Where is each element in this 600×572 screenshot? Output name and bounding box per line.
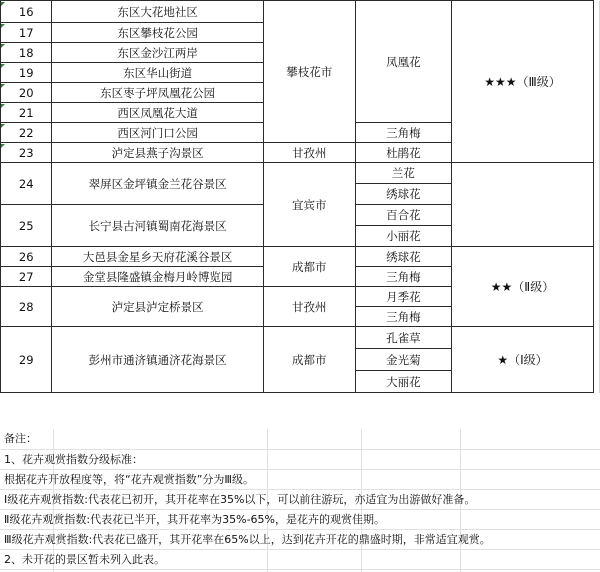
city-cell: 攀枝花市 bbox=[263, 1, 355, 143]
empty-column-cell bbox=[594, 247, 600, 267]
row-number: 28 bbox=[1, 287, 52, 327]
note-line: Ⅰ级花卉观赏指数:代表花已初开，其开花率在35%以下，可以前往游玩，亦适宜为出游做好准备。 bbox=[0, 490, 600, 510]
row-number: 25 bbox=[1, 205, 52, 247]
row-number: 29 bbox=[1, 327, 52, 393]
empty-column-cell bbox=[594, 1, 600, 23]
empty-column-cell bbox=[594, 349, 600, 371]
flower-cell: 孔雀草 bbox=[355, 327, 451, 349]
site-name: 西区河门口公园 bbox=[52, 123, 263, 143]
site-name: 金堂县隆盛镇金梅月岭博览园 bbox=[52, 267, 263, 287]
row-number: 21 bbox=[1, 103, 52, 123]
cell-comment-marker bbox=[1, 84, 5, 88]
note-line: 2、未开花的景区暂未列入此表。 bbox=[0, 550, 600, 570]
city-cell: 宜宾市 bbox=[263, 163, 355, 247]
level-3-cell: ★★★（Ⅲ级） bbox=[451, 1, 593, 163]
city-cell: 甘孜州 bbox=[263, 143, 355, 163]
site-name: 泸定县燕子沟景区 bbox=[52, 143, 263, 163]
empty-column-cell bbox=[594, 371, 600, 393]
empty-column-cell bbox=[594, 43, 600, 63]
flower-cell: 金光菊 bbox=[355, 349, 451, 371]
flower-cell: 三角梅 bbox=[355, 307, 451, 327]
empty-column-cell bbox=[594, 23, 600, 43]
flower-cell: 杜鹃花 bbox=[355, 143, 451, 163]
cell-comment-marker bbox=[1, 144, 5, 148]
city-cell: 甘孜州 bbox=[263, 287, 355, 327]
empty-column-cell bbox=[594, 287, 600, 307]
empty-column-cell bbox=[594, 226, 600, 247]
row-number: 27 bbox=[1, 267, 52, 287]
flower-cell: 百合花 bbox=[355, 205, 451, 226]
site-name: 东区大花地社区 bbox=[52, 1, 263, 23]
flower-cell: 三角梅 bbox=[355, 267, 451, 287]
row-number: 20 bbox=[1, 83, 52, 103]
site-name: 大邑县金星乡天府花溪谷景区 bbox=[52, 247, 263, 267]
flower-cell: 大丽花 bbox=[355, 371, 451, 393]
site-name: 泸定县泸定桥景区 bbox=[52, 287, 263, 327]
site-name: 彭州市通济镇通济花海景区 bbox=[52, 327, 263, 393]
flower-cell: 三角梅 bbox=[355, 123, 451, 143]
level-2-cell: ★★（Ⅱ级） bbox=[451, 247, 593, 327]
note-line: Ⅲ级花卉观赏指数:代表花已盛开，其开花率在65%以上，达到花卉开花的鼎盛时期，非常适宜观赏。 bbox=[0, 530, 600, 550]
note-line: Ⅱ级花卉观赏指数:代表花已半开，其开花率为35%-65%，是花卉的观赏佳期。 bbox=[0, 510, 600, 530]
flower-cell: 月季花 bbox=[355, 287, 451, 307]
cell-comment-marker bbox=[1, 24, 5, 28]
site-name: 东区华山街道 bbox=[52, 63, 263, 83]
empty-column-cell bbox=[594, 63, 600, 83]
flower-cell: 兰花 bbox=[355, 163, 451, 184]
row-number: 23 bbox=[1, 143, 52, 163]
notes-title: 备注： bbox=[0, 429, 600, 450]
row-number: 16 bbox=[1, 1, 52, 23]
row-number: 22 bbox=[1, 123, 52, 143]
site-name: 东区枣子坪凤凰花公园 bbox=[52, 83, 263, 103]
row-number: 18 bbox=[1, 43, 52, 63]
flower-cell: 绣球花 bbox=[355, 247, 451, 267]
site-name: 东区攀枝花公园 bbox=[52, 23, 263, 43]
site-name: 东区金沙江两岸 bbox=[52, 43, 263, 63]
site-name: 西区凤凰花大道 bbox=[52, 103, 263, 123]
cell-comment-marker bbox=[1, 104, 5, 108]
site-name: 翠屏区金坪镇金兰花谷景区 bbox=[52, 163, 263, 205]
notes-section bbox=[0, 429, 600, 570]
empty-column-cell bbox=[594, 184, 600, 205]
flower-cell: 凤凰花 bbox=[355, 1, 451, 123]
level-1-cell: ★（Ⅰ级） bbox=[451, 327, 593, 393]
flower-cell: 小丽花 bbox=[355, 226, 451, 247]
empty-column-cell bbox=[594, 307, 600, 327]
empty-column-cell bbox=[594, 143, 600, 163]
row-number: 24 bbox=[1, 163, 52, 205]
note-line: 根据花卉开放程度等，将“花卉观赏指数”分为Ⅲ级。 bbox=[0, 470, 600, 490]
site-name: 长宁县古河镇蜀南花海景区 bbox=[52, 205, 263, 247]
empty-column-cell bbox=[594, 327, 600, 349]
city-cell: 成都市 bbox=[263, 327, 355, 393]
cell-comment-marker bbox=[1, 124, 5, 128]
empty-column-cell bbox=[594, 103, 600, 123]
note-line: 1、花卉观赏指数分级标准： bbox=[0, 450, 600, 470]
blank-level-cell bbox=[451, 163, 593, 247]
row-number: 26 bbox=[1, 247, 52, 267]
flower-cell: 绣球花 bbox=[355, 184, 451, 205]
row-number: 19 bbox=[1, 63, 52, 83]
empty-column-cell bbox=[594, 83, 600, 103]
cell-comment-marker bbox=[1, 44, 5, 48]
empty-column-cell bbox=[594, 123, 600, 143]
empty-column-cell bbox=[594, 267, 600, 287]
cell-comment-marker bbox=[1, 2, 5, 6]
empty-column-cell bbox=[594, 163, 600, 184]
empty-column-cell bbox=[594, 205, 600, 226]
cell-comment-marker bbox=[1, 64, 5, 68]
city-cell: 成都市 bbox=[263, 247, 355, 287]
row-number: 17 bbox=[1, 23, 52, 43]
